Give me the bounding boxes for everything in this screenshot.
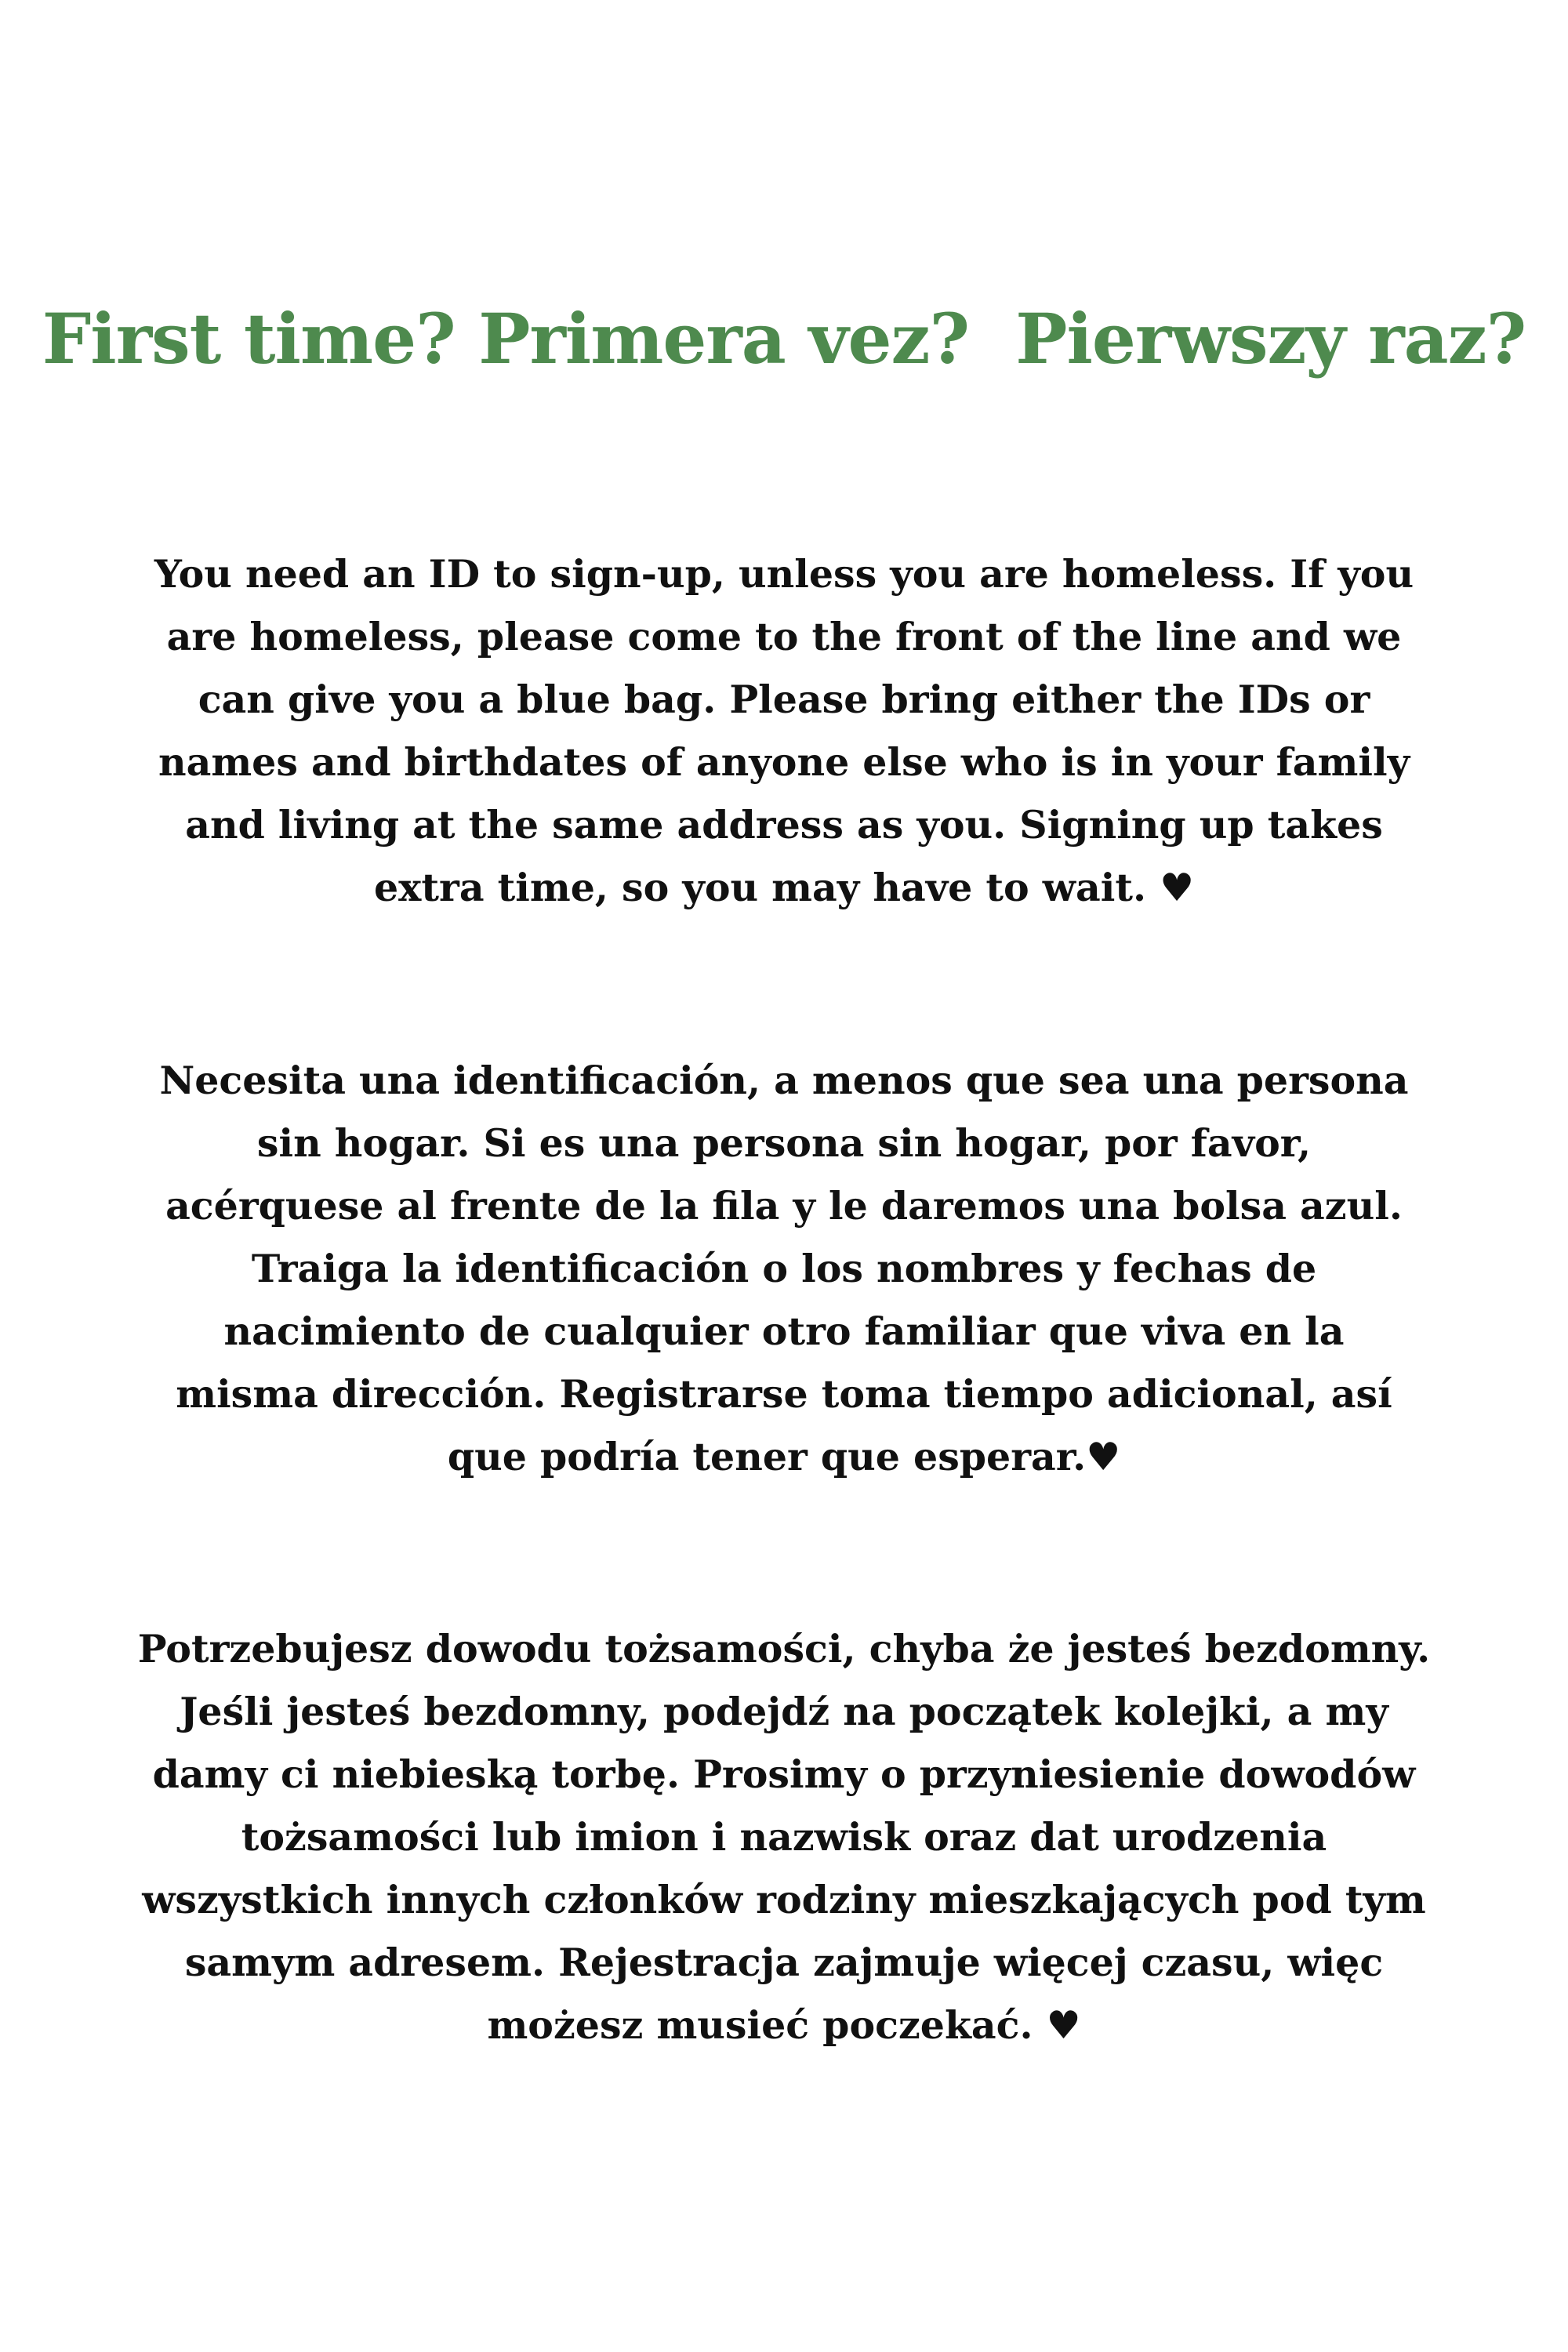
paragraph-line: names and birthdates of anyone else who is in your family xyxy=(158,739,1410,785)
paragraph-line: Potrzebujesz dowodu tożsamości, chyba że jesteś bezdomny. xyxy=(137,1626,1431,1671)
polish-paragraph xyxy=(118,1617,1450,2056)
paragraph-line: acérquese al frente de la fila y le daremos una bolsa azul. xyxy=(165,1183,1403,1229)
paragraph-line-text: que podría tener que esperar. xyxy=(447,1434,1087,1479)
paragraph-line: wszystkich innych członków rodziny mieszkających pod tym xyxy=(142,1877,1426,1922)
paragraph-line: samym adresem. Rejestracja zajmuje więcej czasu, więc xyxy=(184,1940,1384,1985)
paragraph-line-last xyxy=(118,856,1450,919)
paragraph-line-text: extra time, so you may have to wait. xyxy=(373,865,1147,910)
heart-icon: ♥ xyxy=(1160,865,1195,910)
paragraph-line-text: możesz musieć poczekać. xyxy=(487,2002,1033,2048)
heart-icon: ♥ xyxy=(1046,2002,1081,2048)
paragraph-line: Necesita una identificación, a menos que sea una persona xyxy=(159,1058,1409,1103)
paragraph-line: misma dirección. Registrarse toma tiempo adicional, así xyxy=(176,1371,1392,1417)
paragraph-line: can give you a blue bag. Please bring either the IDs or xyxy=(198,677,1370,722)
spanish-paragraph xyxy=(118,1049,1450,1488)
paragraph-line-last xyxy=(118,1994,1450,2056)
paragraph-line: You need an ID to sign-up, unless you are homeless. If you xyxy=(154,551,1414,597)
english-paragraph xyxy=(118,543,1450,919)
paragraph-line: tożsamości lub imion i nazwisk oraz dat urodzenia xyxy=(241,1814,1327,1860)
paragraph-line: sin hogar. Si es una persona sin hogar, por favor, xyxy=(256,1120,1312,1166)
page-title: First time? Primera vez? Pierwszy raz? xyxy=(42,298,1526,379)
paragraph-line: nacimiento de cualquier otro familiar que viva en la xyxy=(223,1308,1345,1354)
paragraph-line-last xyxy=(118,1425,1450,1488)
heart-icon: ♥ xyxy=(1086,1434,1121,1479)
paragraph-line: and living at the same address as you. Signing up takes xyxy=(185,802,1383,848)
paragraph-line: are homeless, please come to the front of the line and we xyxy=(166,614,1402,659)
paragraph-line: Jeśli jesteś bezdomny, podejdź na początek kolejki, a my xyxy=(180,1689,1388,1734)
paragraph-line: damy ci niebieską torbę. Prosimy o przyniesienie dowodów xyxy=(152,1751,1416,1797)
paragraph-line: Traiga la identificación o los nombres y fechas de xyxy=(251,1246,1317,1291)
